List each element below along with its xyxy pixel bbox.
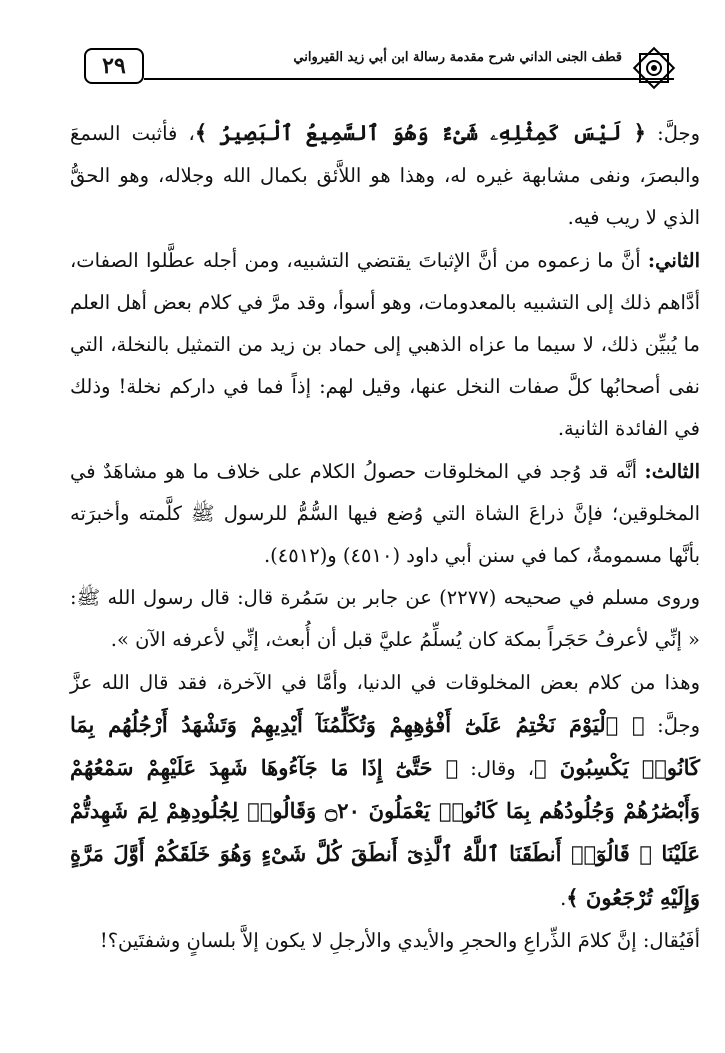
body-text: أنَّ ما زعموه من أنَّ الإثباتَ يقتضي التشبيه، ومن أجله عطَّلوا الصفات، أدَّاهم ذلك إلى التشبيه بالمعدومات، وهو أسوأ، وقد مرَّ في كلام بعض أهل العلم ما يُبيِّن ذلك، لا سيما ما عزاه الذهبي إلى حماد بن زيد من التمثيل بالنخلة، التي نفى أصحابُها كلَّ صفات النخل عنها، وقيل لهم: إذاً فما في داركم نخلة! وذلك في الفائدة الثانية. [70,248,700,441]
star-ornament-icon [630,44,678,92]
body-text: وجلَّ: [645,122,700,145]
body-text: وهذا من كلام بعض المخلوقات في الدنيا، وأمَّا في الآخرة، فقد قال الله عزَّ وجلَّ: [70,670,700,737]
paragraph [70,920,700,962]
quran-verse: ﴿ حَتَّىٰٓ إِذَا مَا جَآءُوهَا شَهِدَ عَلَيْهِمْ سَمْعُهُمْ وَأَبْصَٰرُهُمْ وَجُلُودُهُم بِمَا كَانُوا۟ يَعْمَلُونَ ۝٢٠ وَقَالُوا۟ لِجُلُودِهِمْ لِمَ شَهِدتُّمْ عَلَيْنَا ۖ قَالُوٓا۟ أَنطَقَنَا ٱللَّهُ ٱلَّذِىٓ أَنطَقَ كُلَّ شَىْءٍ وَهُوَ خَلَقَكُمْ أَوَّلَ مَرَّةٍ وَإِلَيْهِ تُرْجَعُونَ ﴾ [70,755,700,910]
running-title: قطف الجنى الداني شرح مقدمة رسالة ابن أبي زيد القيرواني [293,50,622,65]
page-number: ٢٩ [84,48,144,84]
body-text: ، وقال: [458,757,535,781]
body-text: أفَيُقال: إنَّ كلامَ الذِّراعِ والحجرِ والأيدي والأرجلِ لا يكون إلاَّ بلسانٍ وشفتَين؟! [99,928,700,952]
body-text: أنَّه قد وُجد في المخلوقات حصولُ الكلام على خلاف ما هو مشاهَدٌ في المخلوقين؛ فإنَّ ذراعَ الشاة التي وُضع فيها السُّمُّ للرسول ﷺ كلَّمته وأخبرَته بأنَّها مسمومةٌ، كما في سنن أبي داود (٤٥١٠) و(٤٥١٢). [70,459,700,568]
quran-verse: ﴿ ٱلْيَوْمَ نَخْتِمُ عَلَىٰٓ أَفْوَٰهِهِمْ وَتُكَلِّمُنَآ أَيْدِيهِمْ وَتَشْهَدُ أَرْجُلُهُم بِمَا كَانُوا۟ يَكْسِبُونَ ﴾ [70,711,700,781]
body-text: وروى مسلم في صحيحه (٢٢٧٧) عن جابر بن سَمُرة قال: قال رسول الله ﷺ: « إنِّي لأعرفُ حَجَراً بمكة كان يُسلِّمُ عليَّ قبل أن أُبعث، إنِّي لأعرفه الآن ». [70,586,700,652]
paragraph [70,112,700,240]
paragraph [70,662,700,920]
section-label: الثاني: [647,248,700,272]
body-text: . [560,886,567,910]
section-label: الثالث: [644,459,700,483]
paragraph [70,451,700,578]
body-text: ، فأثبت السمعَ والبصرَ، ونفى مشابهة غيره له، وهذا هو اللاَّئق بكمال الله وجلاله، وهو الحقُّ الذي لا ريب فيه. [70,122,700,230]
page-header [84,48,674,90]
paragraph [70,577,700,661]
quran-verse: ﴿ لَيْسَ كَمِثْلِهِۦ شَىْءٌ وَهُوَ ٱلسَّمِيعُ ٱلْبَصِيرُ ﴾ [194,120,646,145]
paragraph [70,240,700,451]
header-rule [144,78,674,80]
page-body [70,112,700,962]
